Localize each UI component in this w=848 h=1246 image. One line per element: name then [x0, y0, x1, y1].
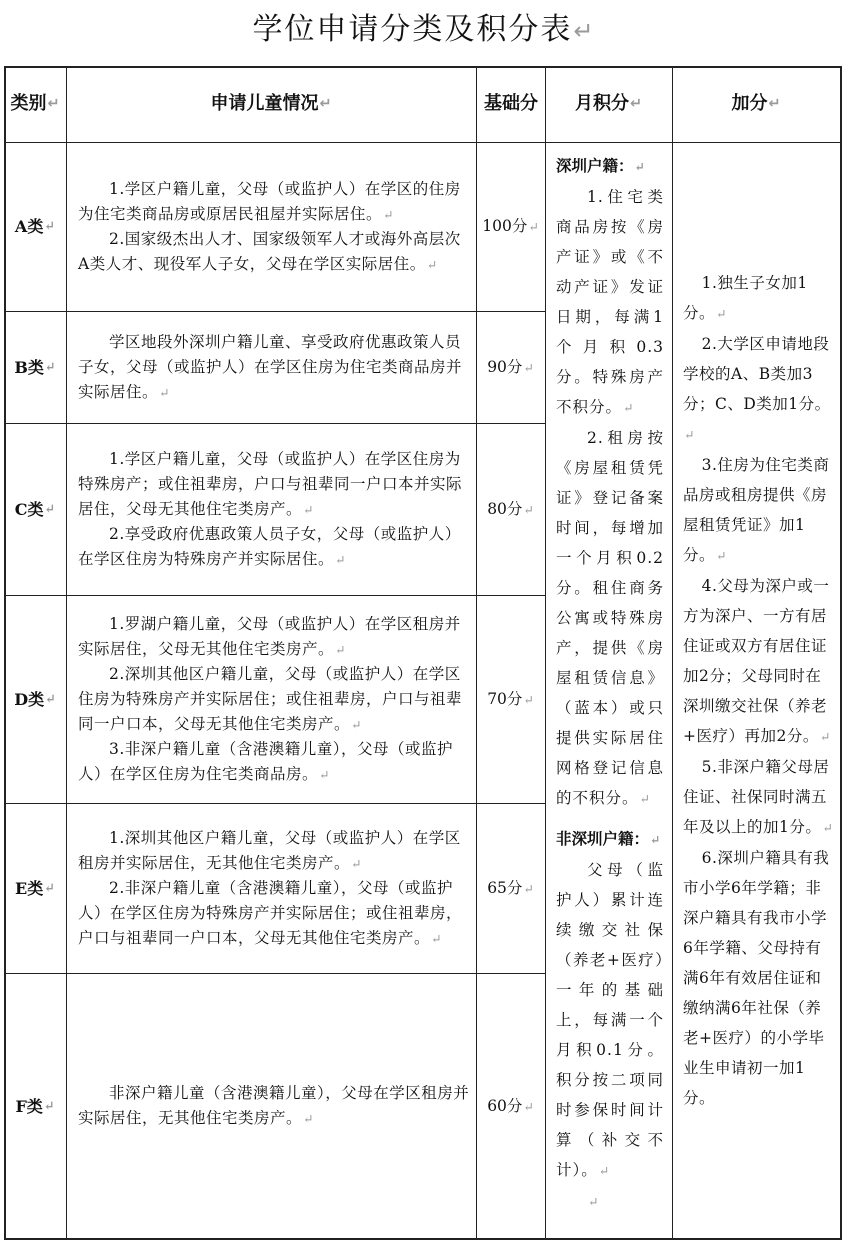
table-border-right	[840, 66, 842, 1240]
base-score-d: 70分 ↵	[476, 595, 545, 803]
base-score-e: 65分 ↵	[476, 803, 545, 973]
monthly-rule: 父母（监护人）累计连续缴交社保（养老+医疗）一年的基础上，每满一个月积0.1分。积分按二项同时参保时间计算（补交不计）。↵	[556, 861, 664, 1179]
bonus-rule: 1.独生子女加1分。↵	[683, 274, 808, 322]
bonus-rule: 2.大学区申请地段学校的A、B类加3分；C、D类加1分。↵	[683, 335, 831, 442]
situation-line: 3.非深户籍儿童（含港澳籍儿童），父母（或监护人）在学区住房为住宅类商品房。↵	[78, 739, 454, 783]
monthly-points-cell	[546, 143, 672, 1238]
base-score-a: 100分 ↵	[476, 142, 545, 311]
situation-d	[66, 595, 476, 803]
situation-b	[66, 311, 476, 423]
situation-c	[66, 423, 476, 595]
document-title: 学位申请分类及积分表↵	[252, 12, 596, 47]
header-category-label: 类别	[10, 93, 47, 114]
paragraph-mark: ↵	[588, 1194, 600, 1209]
base-score-b: 90分 ↵	[476, 311, 545, 423]
header-situation-label: 申请儿童情况	[210, 93, 319, 114]
header-monthly-label: 月积分	[574, 93, 629, 114]
situation-line: 1.罗湖户籍儿童，父母（或监护人）在学区租房并实际居住，父母无其他住宅类房产。↵	[78, 614, 461, 658]
monthly-rule: 1.住宅类商品房按《房产证》或《不动产证》发证日期，每满1个月积0.3分。特殊房产不积分。↵	[556, 188, 664, 416]
header-monthly: 月积分 ↵	[574, 93, 643, 114]
score-value: 65分	[487, 878, 523, 897]
score-value: 70分	[487, 689, 523, 708]
title-text: 学位申请分类及积分表	[252, 12, 573, 47]
category-d: D类 ↵	[4, 595, 66, 803]
category-label: E类	[15, 878, 44, 898]
situation-line: 非深户籍儿童（含港澳籍儿童），父母在学区租房并实际居住，无其他住宅类房产。↵	[78, 1084, 470, 1127]
shenzhen-hukou-heading: 深圳户籍：↵	[556, 156, 645, 175]
header-situation: 申请儿童情况 ↵	[210, 93, 332, 114]
header-base-label: 基础分	[484, 93, 538, 114]
category-label: A类	[14, 217, 44, 236]
situation-a	[66, 142, 476, 311]
bonus-rule: 4.父母为深户或一方为深户、一方有居住证或双方有居住证加2分；父母同时在深圳缴交社保（养老+医疗）再加2分。↵	[683, 577, 831, 745]
bonus-points-cell	[673, 143, 840, 1238]
score-value: 60分	[487, 1096, 523, 1115]
score-value: 100分	[482, 217, 528, 235]
bonus-rule: 6.深圳户籍具有我市小学6年学籍；非深户籍具有我市小学6年学籍、父母持有满6年有效居住证和缴纳满6年社保（养老+医疗）的小学毕业生申请初一加1分。	[683, 849, 830, 1107]
situation-line: 1.学区户籍儿童，父母（或监护人）在学区的住房为住宅类商品房或原居民祖屋并实际居住。↵	[78, 179, 461, 223]
situation-e	[66, 803, 476, 973]
header-category: 类别 ↵	[10, 93, 60, 114]
category-label: F类	[15, 1096, 43, 1116]
situation-line: 2.享受政府优惠政策人员子女，父母（或监护人）在学区住房为特殊房产并实际居住。↵	[78, 524, 461, 568]
category-label: D类	[14, 689, 45, 709]
situation-line: 1.深圳其他区户籍儿童，父母（或监护人）在学区租房并实际居住，无其他住宅类房产。↵	[78, 828, 461, 872]
situation-line: 学区地段外深圳户籍儿童、享受政府优惠政策人员子女，父母（或监护人）在学区住房为住宅类商品房并实际居住。↵	[78, 332, 463, 401]
non-shenzhen-hukou-heading: 非深圳户籍：↵	[556, 829, 661, 848]
score-value: 90分	[487, 357, 523, 376]
header-base-score	[484, 66, 538, 142]
category-e: E类 ↵	[4, 803, 66, 973]
situation-f	[66, 973, 476, 1239]
header-bonus: 加分 ↵	[731, 93, 781, 114]
base-score-c: 80分 ↵	[476, 423, 545, 595]
category-label: C类	[14, 499, 44, 519]
category-b: B类 ↵	[4, 311, 66, 423]
header-bonus-label: 加分	[731, 93, 768, 114]
score-value: 80分	[487, 499, 523, 518]
bonus-rule: 5.非深户籍父母居住证、社保同时满五年及以上的加1分。↵	[683, 758, 834, 836]
base-score-f: 60分 ↵	[476, 973, 545, 1239]
category-f: F类 ↵	[4, 973, 66, 1239]
category-label: B类	[14, 357, 44, 377]
category-a: A类 ↵	[4, 142, 66, 311]
bonus-rule: 3.住房为住宅类商品房或租房提供《房屋租赁凭证》加1分。↵	[683, 456, 830, 564]
situation-line: 2.深圳其他区户籍儿童，父母（或监护人）在学区住房为特殊房产并实际居住；或住祖辈房，户口与祖辈同一户口本，父母无其他住宅类房产。↵	[78, 664, 463, 733]
category-c: C类 ↵	[4, 423, 66, 595]
situation-line: 1.学区户籍儿童，父母（或监护人）在学区住房为特殊房产；或住祖辈房，户口与祖辈同一户口本并实际居住，父母无其他住宅类房产。↵	[78, 449, 463, 518]
situation-line: 2.国家级杰出人才、国家级领军人才或海外高层次A类人才、现役军人子女，父母在学区实际居住。↵	[78, 229, 461, 273]
monthly-rule: 2.租房按《房屋租赁凭证》登记备案时间，每增加一个月积0.2分。租住商务公寓或特殊房产，提供《房屋租赁信息》（蓝本）或只提供实际居住网格登记信息的不积分。↵	[556, 429, 664, 807]
situation-line: 2.非深户籍儿童（含港澳籍儿童），父母（或监护人）在学区住房为特殊房产并实际居住；或住祖辈房，户口与祖辈同一户口本，父母无其他住宅类房产。↵	[78, 878, 463, 947]
